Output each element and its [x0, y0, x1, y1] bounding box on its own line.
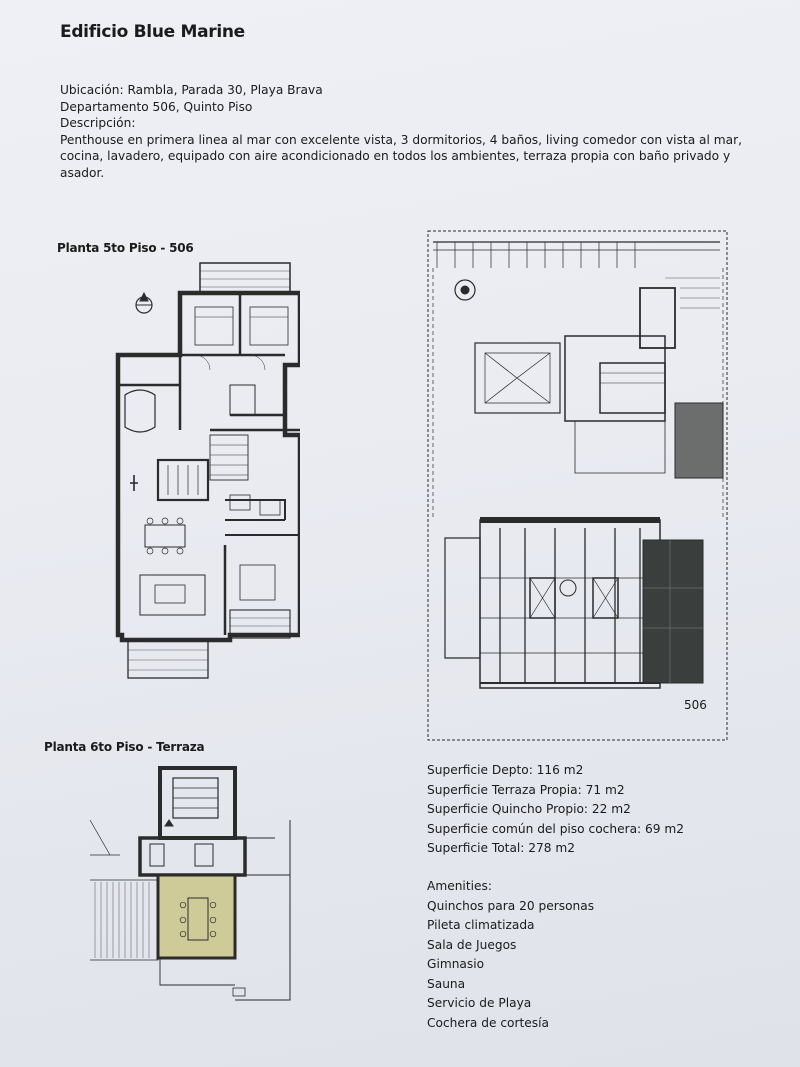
document-title: Edificio Blue Marine: [60, 22, 245, 42]
amenity-item: Pileta climatizada: [427, 918, 535, 932]
amenity-item: Servicio de Playa: [427, 996, 532, 1010]
location-line: Ubicación: Rambla, Parada 30, Playa Brava: [60, 83, 323, 97]
description-line-3: asador.: [60, 165, 105, 180]
floor-5-label: Planta 5to Piso - 506: [57, 241, 194, 255]
surface-apartment: Superficie Depto: 116 m2: [427, 763, 584, 777]
description-line-1: Penthouse en primera linea al mar con excelente vista, 3 dormitorios, 4 baños, living comedor con vista al mar,: [60, 132, 742, 147]
surface-quincho: Superficie Quincho Propio: 22 m2: [427, 802, 631, 816]
amenities-label: Amenities:: [427, 879, 492, 893]
amenity-item: Sala de Juegos: [427, 937, 517, 952]
surface-common-parking: Superficie común del piso cochera: 69 m2: [427, 821, 685, 836]
amenity-item: Sauna: [427, 976, 466, 991]
apartment-line: Departamento 506, Quinto Piso: [60, 99, 253, 114]
surface-terrace: Superficie Terraza Propia: 71 m2: [427, 782, 625, 797]
surface-areas: [427, 761, 684, 859]
amenity-item: Cochera de cortesía: [427, 1015, 549, 1030]
site-unit-label: 506: [684, 698, 707, 712]
amenities-list: [427, 877, 594, 1033]
site-plan-drawing: [425, 228, 730, 743]
floor-6-terrace-plan-drawing: [85, 760, 305, 1020]
amenity-item: Gimnasio: [427, 957, 485, 971]
description-line-2: cocina, lavadero, equipado con aire acondicionado en todos los ambientes, terraza propia con baño privado y: [60, 149, 731, 163]
floor-5-plan-drawing: [100, 255, 300, 680]
description-label: Descripción:: [60, 116, 136, 130]
amenity-item: Quinchos para 20 personas: [427, 898, 595, 913]
property-info: [60, 82, 760, 181]
surface-total: Superficie Total: 278 m2: [427, 841, 576, 855]
floor-6-label: Planta 6to Piso - Terraza: [44, 740, 205, 754]
